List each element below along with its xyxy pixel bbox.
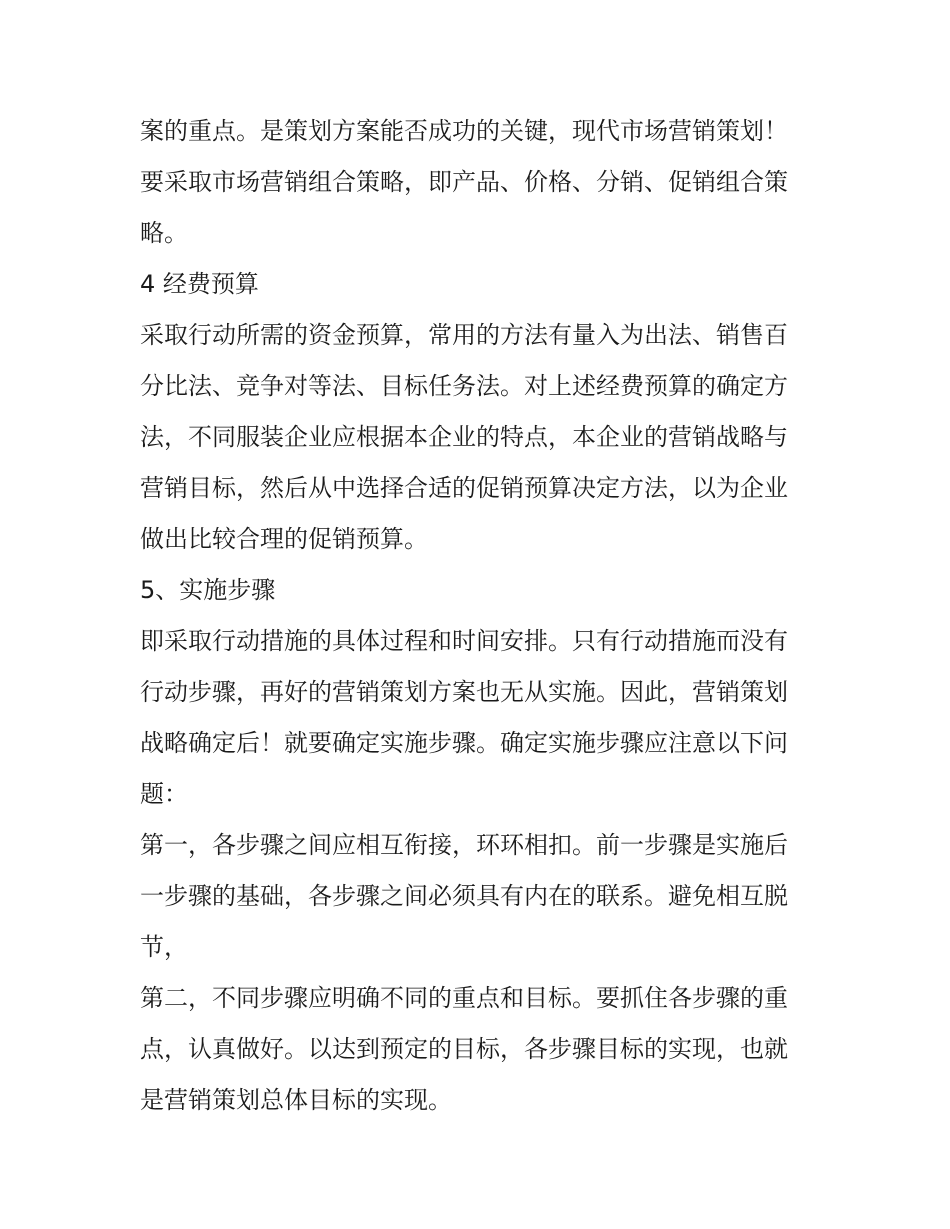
- paragraph-line: 战略确定后！就要确定实施步骤。确定实施步骤应注意以下问: [140, 729, 788, 757]
- paragraph-line: 第一，各步骤之间应相互衔接，环环相扣。前一步骤是实施后: [140, 831, 788, 859]
- paragraph-line: 案的重点。是策划方案能否成功的关键，现代市场营销策划！: [140, 117, 788, 145]
- section-heading-budget: 4 经费预算: [140, 270, 259, 298]
- paragraph-line: 第二，不同步骤应明确不同的重点和目标。要抓住各步骤的重: [140, 984, 788, 1012]
- document-body: [140, 106, 812, 1126]
- section-heading-steps: 5、实施步骤: [140, 576, 276, 604]
- paragraph-line: 一步骤的基础，各步骤之间必须具有内在的联系。避免相互脱: [140, 882, 788, 910]
- paragraph-line: 法，不同服装企业应根据本企业的特点，本企业的营销战略与: [140, 423, 788, 451]
- paragraph-line: 是营销策划总体目标的实现。: [140, 1086, 452, 1114]
- paragraph-line: 行动步骤，再好的营销策划方案也无从实施。因此，营销策划: [140, 678, 788, 706]
- paragraph-line: 营销目标，然后从中选择合适的促销预算决定方法，以为企业: [140, 474, 788, 502]
- paragraph-line: 分比法、竞争对等法、目标任务法。对上述经费预算的确定方: [140, 372, 788, 400]
- paragraph-line: 采取行动所需的资金预算，常用的方法有量入为出法、销售百: [140, 321, 788, 349]
- paragraph-line: 要采取市场营销组合策略，即产品、价格、分销、促销组合策: [140, 168, 788, 196]
- paragraph-line: 略。: [140, 219, 188, 247]
- paragraph-line: 题：: [140, 780, 188, 808]
- paragraph-line: 节，: [140, 933, 188, 961]
- paragraph-line: 做出比较合理的促销预算。: [140, 525, 428, 553]
- paragraph-line: 点，认真做好。以达到预定的目标，各步骤目标的实现，也就: [140, 1035, 788, 1063]
- paragraph-line: 即采取行动措施的具体过程和时间安排。只有行动措施而没有: [140, 627, 788, 655]
